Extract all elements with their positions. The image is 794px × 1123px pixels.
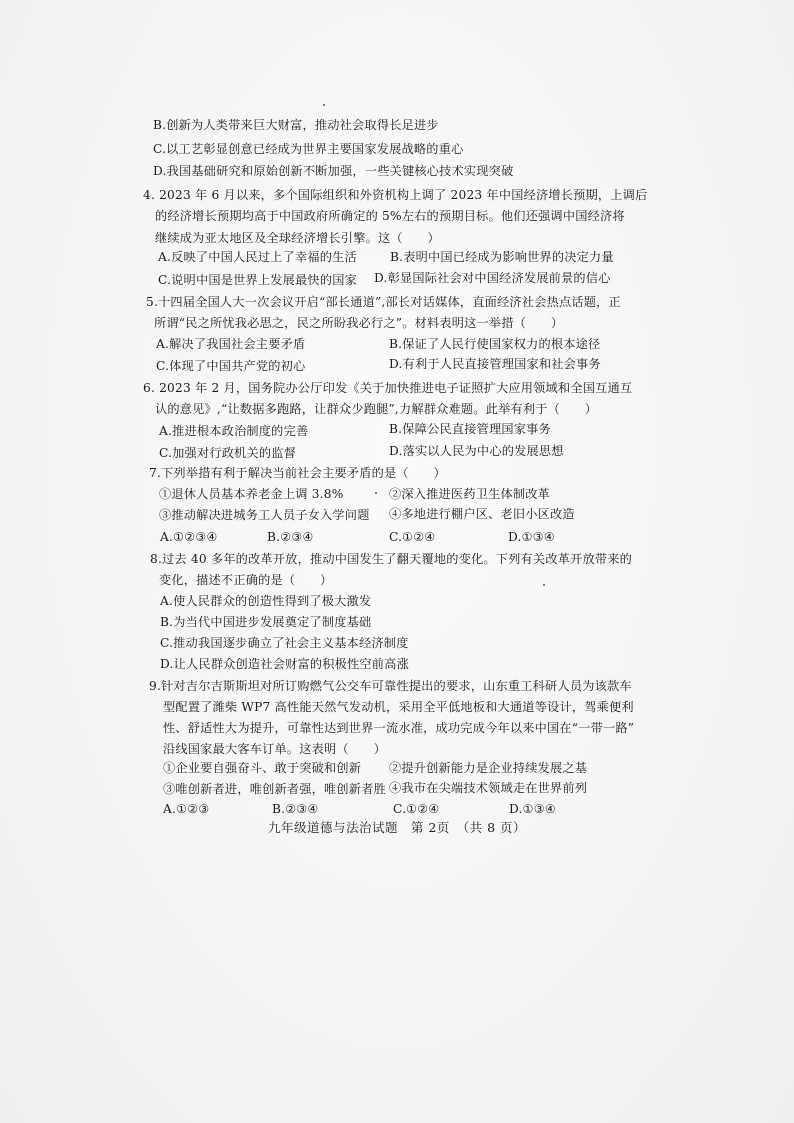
- q5-option-b: B.保证了人民行使国家权力的根本途径: [389, 337, 601, 351]
- q9-option-c: C.①②④: [393, 802, 440, 816]
- q7-item-2: ②深入推进医药卫生体制改革: [389, 487, 551, 501]
- q6-option-d: D.落实以人民为中心的发展思想: [389, 444, 564, 458]
- q3-option-b: B.创新为人类带来巨大财富，推动社会取得长足进步: [153, 118, 439, 132]
- q7-item-4: ④多地进行棚户区、老旧小区改造: [389, 507, 575, 521]
- q9-item-3: ③唯创新者进，唯创新者强，唯创新者胜: [163, 782, 386, 796]
- q4-option-b: B.表明中国已经成为影响世界的决定力量: [390, 250, 614, 264]
- q8-option-c: C.推动我国逐步确立了社会主义基本经济制度: [160, 636, 409, 650]
- q8-option-d: D.让人民群众创造社会财富的积极性空前高涨: [160, 657, 409, 671]
- q7-item-3: ③推动解决进城务工人员子女入学问题: [159, 508, 370, 522]
- q4-option-a: A.反映了中国人民过上了幸福的生活: [158, 250, 357, 264]
- q9-option-b: B.②③④: [272, 802, 319, 816]
- q7-stem: 7.下列举措有利于解决当前社会主要矛盾的是（ ）: [149, 466, 446, 480]
- q8-option-a: A.使人民群众的创造性得到了极大激发: [160, 594, 372, 608]
- q8-stem-line-1: 8.过去 40 多年的改革开放，推动中国发生了翻天覆地的变化。下列有关改革开放带来的: [150, 552, 633, 566]
- q3-option-c: C.以工艺彰显创意已经成为世界主要国家发展战略的重心: [153, 142, 464, 156]
- q9-stem-line-1: 9.针对吉尔吉斯斯坦对所订购燃气公交车可靠性提出的要求，山东重工科研人员为该款车: [149, 679, 632, 693]
- q9-option-a: A.①②③: [163, 802, 210, 816]
- q6-stem-line-2: 认的意见》,“让数据多跑路，让群众少跑腿”,力解群众难题。此举有利于（ ）: [155, 402, 598, 416]
- q9-stem-line-3: 性、舒适性大为提升，可靠性达到世界一流水准，成功完成今年以来中国在“一带一路”: [163, 721, 635, 735]
- page-footer: 九年级道德与法治试题 第 2页 （共 8 页）: [267, 820, 527, 835]
- q7-option-c: C.①②④: [389, 530, 436, 544]
- q7-option-b: B.②③④: [267, 530, 314, 544]
- q8-stem-line-2: 变化，描述不正确的是（ ）: [159, 573, 333, 587]
- q5-stem-line-2: 所谓“民之所忧我必思之，民之所盼我必行之”。材料表明这一举措（ ）: [154, 316, 564, 330]
- q9-item-2: ②提升创新能力是企业持续发展之基: [389, 761, 588, 775]
- scan-speck: [375, 492, 377, 494]
- q5-option-c: C.体现了中国共产党的初心: [156, 359, 306, 373]
- q6-stem-line-1: 6. 2023 年 2 月，国务院办公厅印发《关于加快推进电子证照扩大应用领域和全国互通互: [143, 381, 633, 395]
- q6-option-b: B.保障公民直接管理国家事务: [389, 422, 551, 436]
- q5-option-a: A.解决了我国社会主要矛盾: [156, 337, 306, 351]
- q6-option-a: A.推进根本政治制度的完善: [159, 424, 309, 438]
- q9-item-1: ①企业要自强奋斗、敢于突破和创新: [163, 761, 362, 775]
- scan-speck: [543, 584, 545, 586]
- q9-stem-line-2: 型配置了潍柴 WP7 高性能天然气发动机，采用全平低地板和大通道等设计，驾乘便利: [163, 700, 634, 714]
- q5-option-d: D.有利于人民直接管理国家和社会事务: [389, 357, 601, 371]
- q4-option-c: C.说明中国是世界上发展最快的国家: [158, 273, 357, 287]
- q7-option-a: A.①②③④: [160, 530, 218, 544]
- q4-option-d: D.彰显国际社会对中国经济发展前景的信心: [374, 271, 611, 285]
- scan-speck: [323, 104, 325, 106]
- q9-option-d: D.①③④: [509, 802, 556, 816]
- q7-option-d: D.①③④: [508, 530, 555, 544]
- q6-option-c: C.加强对行政机关的监督: [159, 446, 297, 460]
- q8-option-b: B.为当代中国进步发展奠定了制度基础: [160, 615, 372, 629]
- q3-option-d: D.我国基础研究和原始创新不断加强，一些关键核心技术实现突破: [153, 164, 514, 178]
- q9-item-4: ④我市在尖端技术领域走在世界前列: [389, 781, 588, 795]
- q4-stem-line-2: 的经济增长预期均高于中国政府所确定的 5%左右的预期目标。他们还强调中国经济将: [155, 209, 625, 223]
- q7-item-1: ①退休人员基本养老金上调 3.8%: [159, 487, 344, 501]
- q5-stem-line-1: 5.十四届全国人大一次会议开启“部长通道”,部长对话媒体，直面经济社会热点话题，正: [146, 295, 621, 309]
- q4-stem-line-1: 4. 2023 年 6 月以来，多个国际组织和外资机构上调了 2023 年中国经济增长预期，上调后: [143, 188, 648, 202]
- q4-stem-line-3: 继续成为亚太地区及全球经济增长引擎。这（ ）: [155, 231, 440, 245]
- q9-stem-line-4: 沿线国家最大客车订单。这表明（ ）: [163, 742, 386, 756]
